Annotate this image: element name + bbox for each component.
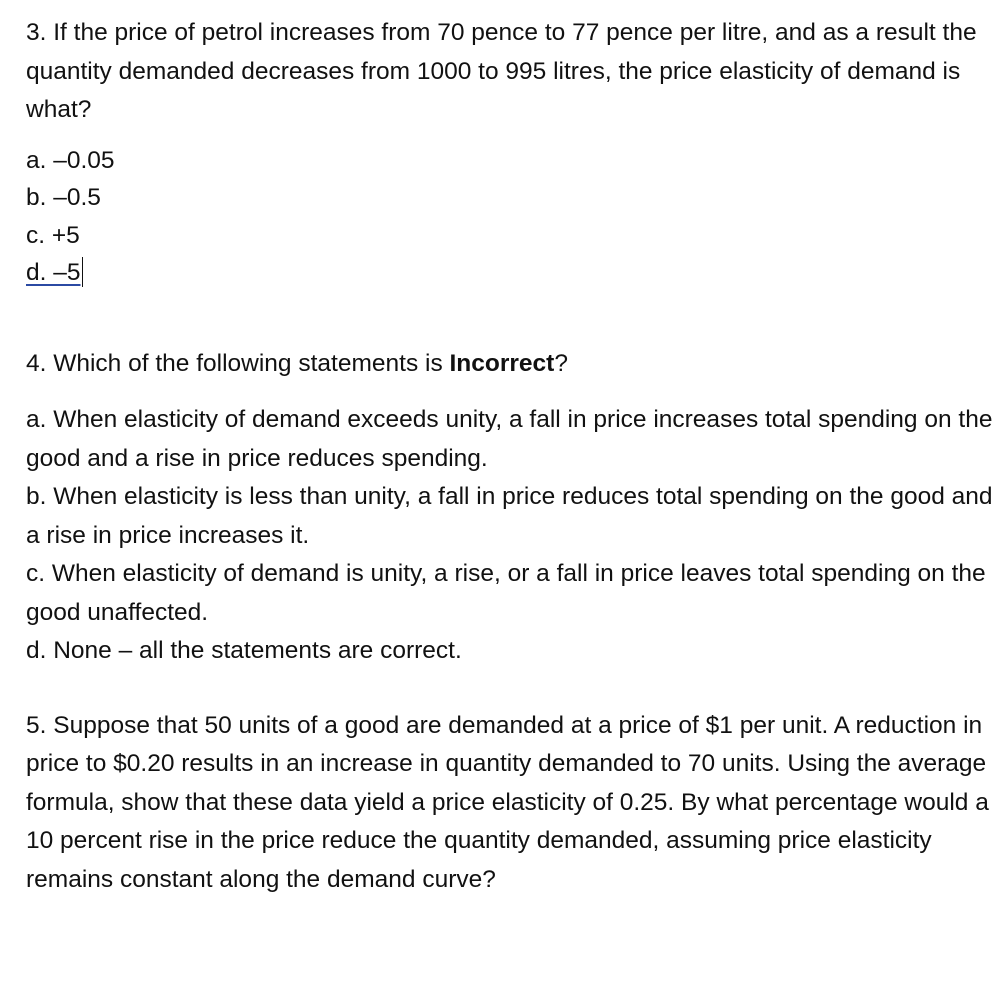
question-3-option-c: c. +5 xyxy=(26,221,80,249)
question-3-option-a: a. –0.05 xyxy=(26,146,115,174)
document-body[interactable] xyxy=(26,14,1001,899)
spacer xyxy=(26,671,1001,707)
question-3-option-d-line xyxy=(26,254,1001,292)
spacer xyxy=(26,292,1001,345)
text-cursor xyxy=(82,257,84,287)
question-4 xyxy=(26,345,1001,671)
question-4-text xyxy=(26,345,1001,384)
question-4-option-d: d. None – all the statements are correct. xyxy=(26,637,462,664)
question-3-text: 3. If the price of petrol increases from 70 pence to 77 pence per litre, and as a result the quantity demanded decreases from 1000 to 995 litres, the price elasticity of demand is what? xyxy=(26,19,977,123)
question-5 xyxy=(26,707,1001,900)
question-4-option-a: a. When elasticity of demand exceeds unity, a fall in price increases total spending on the good and a rise in price reduces spending. xyxy=(26,406,993,472)
question-4-prefix: 4. Which of the following statements is xyxy=(26,349,450,377)
question-5-text: 5. Suppose that 50 units of a good are demanded at a price of $1 per unit. A reduction in price to $0.20 results in an increase in quantity demanded to 70 units. Using the average formula, show that these data yield a price elasticity of 0.25. By what percentage would a 10 percent rise in the price reduce the quantity demanded, assuming price elasticity remains constant along the demand curve? xyxy=(26,711,989,893)
question-4-option-c: c. When elasticity of demand is unity, a rise, or a fall in price leaves total spending on the good unaffected. xyxy=(26,560,986,626)
question-4-emphasis: Incorrect xyxy=(449,349,555,377)
question-3-option-b: b. –0.5 xyxy=(26,184,101,211)
question-3 xyxy=(26,14,1001,292)
question-3-option-d: d. –5 xyxy=(26,259,81,286)
question-4-suffix: ? xyxy=(554,349,568,377)
question-4-option-b: b. When elasticity is less than unity, a fall in price reduces total spending on the good and a rise in price increases it. xyxy=(26,483,993,549)
question-3-option-d-wrap xyxy=(26,254,83,292)
